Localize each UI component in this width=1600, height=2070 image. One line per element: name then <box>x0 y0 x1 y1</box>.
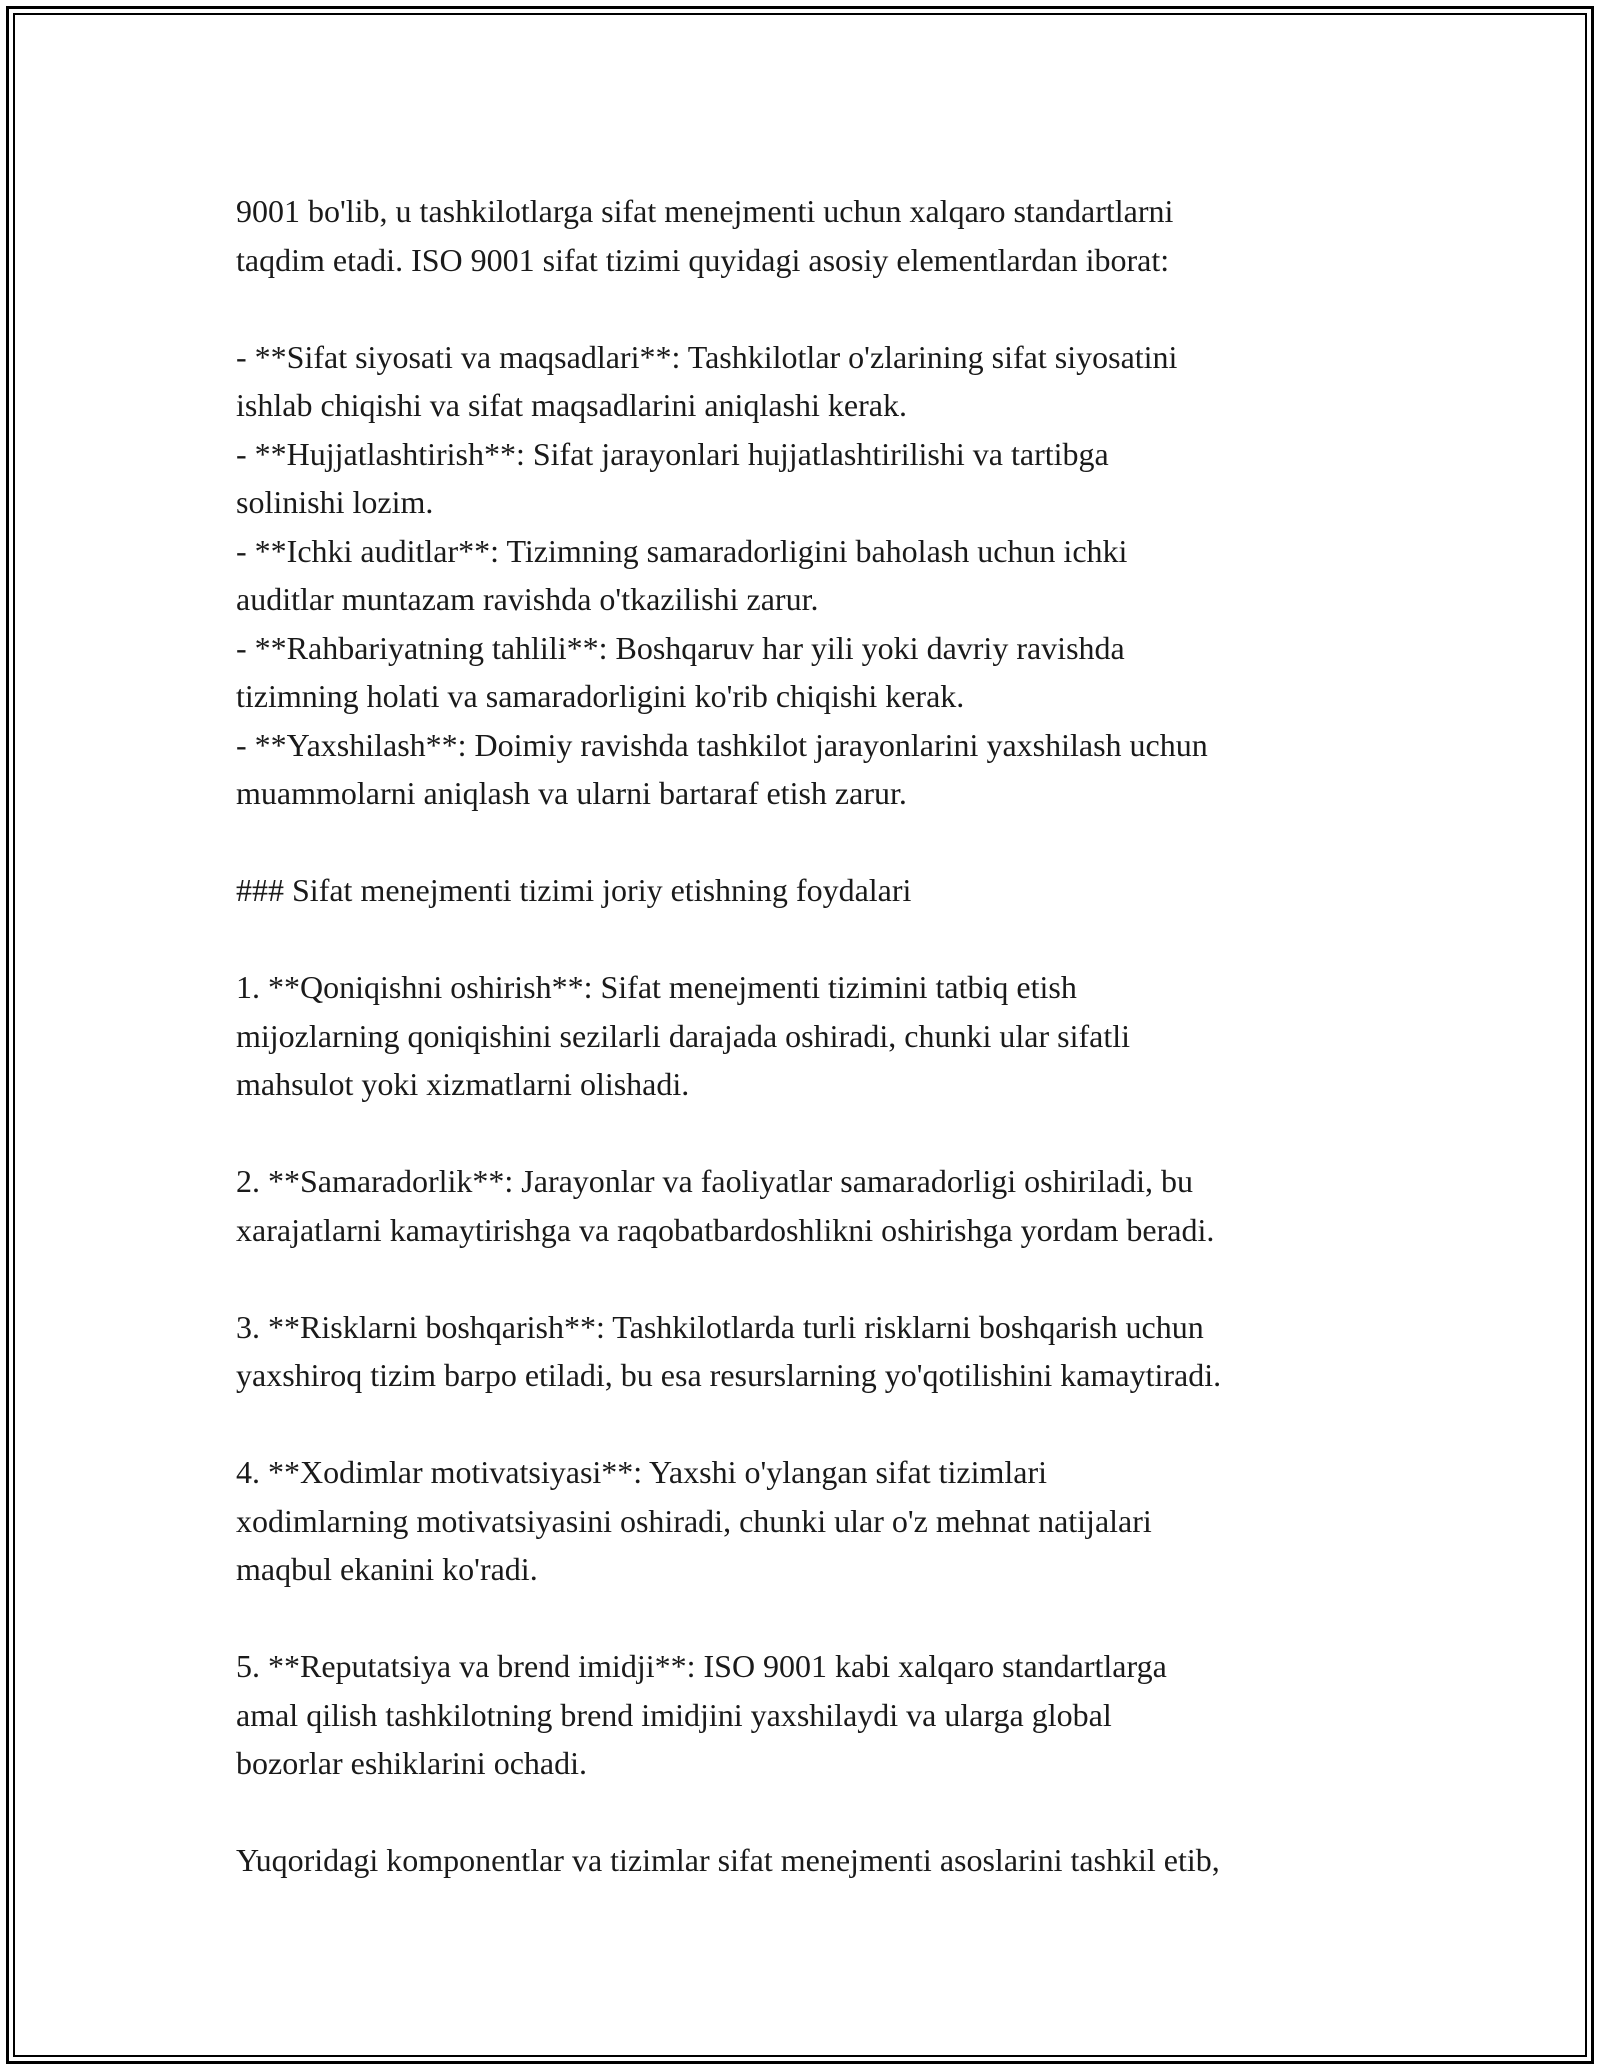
text-line: ishlab chiqishi va sifat maqsadlarini aniqlashi kerak. <box>236 387 907 423</box>
text-line: taqdim etadi. ISO 9001 sifat tizimi quyidagi asosiy elementlardan iborat: <box>236 241 1170 278</box>
blank-line <box>236 818 1406 867</box>
text-line: amal qilish tashkilotning brend imidjini yaxshilaydi va ularga global <box>236 1696 1112 1733</box>
text-line: mahsulot yoki xizmatlarni olishadi. <box>236 1066 690 1102</box>
text-line: muammolarni aniqlash va ularni bartaraf etish zarur. <box>236 775 907 811</box>
text-line: solinishi lozim. <box>236 484 434 520</box>
text-line: xarajatlarni kamaytirishga va raqobatbardoshlikni oshirishga yordam beradi. <box>236 1211 1215 1248</box>
text-line: mijozlarning qoniqishini sezilarli darajada oshiradi, chunki ular sifatli <box>236 1017 1130 1054</box>
text-line: - **Yaxshilash**: Doimiy ravishda tashkilot jarayonlarini yaxshilash uchun <box>236 726 1208 763</box>
blank-line <box>236 1400 1406 1449</box>
text-line: auditlar muntazam ravishda o'tkazilishi zarur. <box>236 581 819 617</box>
text-line: Yuqoridagi komponentlar va tizimlar sifat menejmenti asoslarini tashkil etib, <box>236 1842 1220 1878</box>
text-line: 5. **Reputatsiya va brend imidji**: ISO 9001 kabi xalqaro standartlarga <box>236 1648 1167 1684</box>
blank-line <box>236 284 1406 333</box>
text-line: - **Sifat siyosati va maqsadlari**: Tashkilotlar o'zlarining sifat siyosatini <box>236 338 1178 375</box>
text-line: 3. **Risklarni boshqarish**: Tashkilotlarda turli risklarni boshqarish uchun <box>236 1308 1204 1345</box>
text-line: maqbul ekanini ko'radi. <box>236 1551 538 1587</box>
text-line: - **Rahbariyatning tahlili**: Boshqaruv har yili yoki davriy ravishda <box>236 629 1125 666</box>
document-body <box>236 187 1406 1885</box>
text-line: 1. **Qoniqishni oshirish**: Sifat menejmenti tizimini tatbiq etish <box>236 969 1077 1005</box>
text-line: yaxshiroq tizim barpo etiladi, bu esa resurslarning yo'qotilishini kamaytiradi. <box>236 1357 1222 1393</box>
blank-line <box>236 1254 1406 1303</box>
text-line: bozorlar eshiklarini ochadi. <box>236 1745 587 1781</box>
text-line: 9001 bo'lib, u tashkilotlarga sifat menejmenti uchun xalqaro standartlarni <box>236 193 1174 229</box>
text-line: ### Sifat menejmenti tizimi joriy etishning foydalari <box>236 872 912 908</box>
blank-line <box>236 1109 1406 1158</box>
text-line: 4. **Xodimlar motivatsiyasi**: Yaxshi o'ylangan sifat tizimlari <box>236 1454 1048 1490</box>
blank-line <box>236 1788 1406 1837</box>
blank-line <box>236 915 1406 964</box>
text-line: xodimlarning motivatsiyasini oshiradi, chunki ular o'z mehnat natijalari <box>236 1502 1152 1539</box>
blank-line <box>236 1594 1406 1643</box>
text-line: - **Hujjatlashtirish**: Sifat jarayonlari hujjatlashtirilishi va tartibga <box>236 435 1109 472</box>
text-line: - **Ichki auditlar**: Tizimning samaradorligini baholash uchun ichki <box>236 532 1128 569</box>
text-line: 2. **Samaradorlik**: Jarayonlar va faoliyatlar samaradorligi oshiriladi, bu <box>236 1163 1194 1199</box>
text-line: tizimning holati va samaradorligini ko'rib chiqishi kerak. <box>236 678 965 714</box>
